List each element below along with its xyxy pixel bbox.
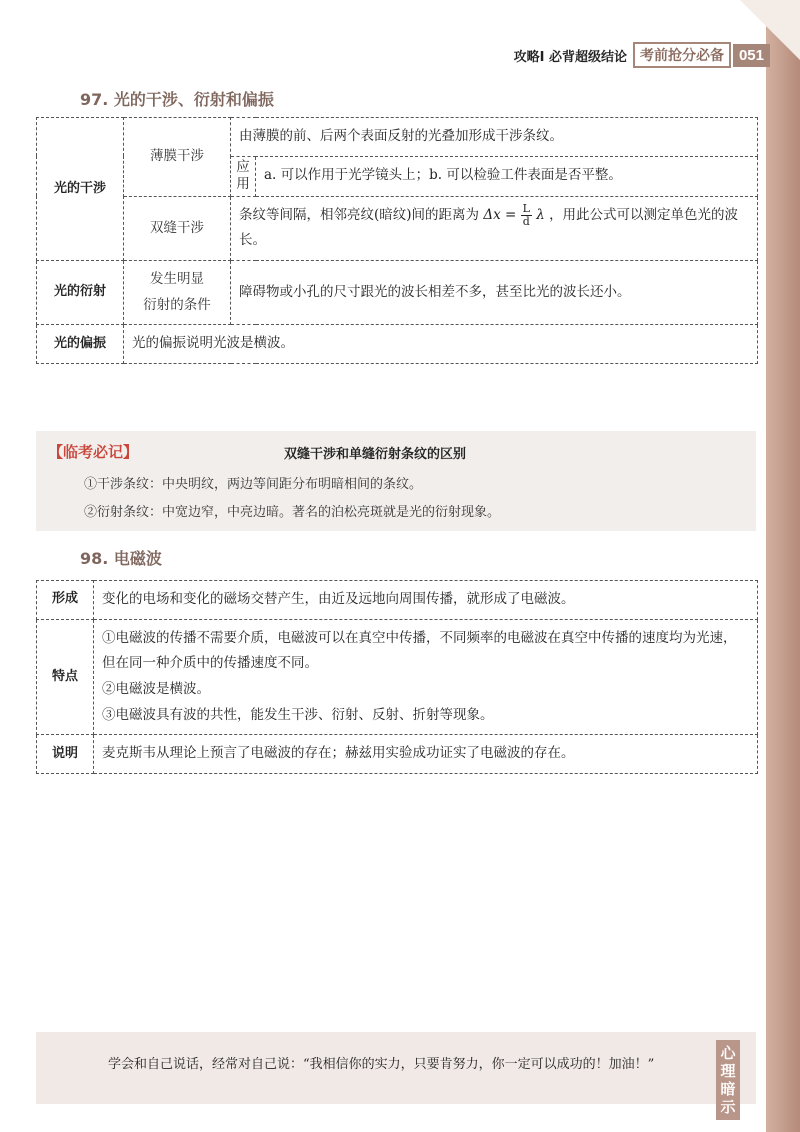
note-line-1: ①干涉条纹：中央明纹，两边等间距分布明暗相间的条纹。 — [84, 477, 423, 492]
thin-film-desc: 由薄膜的前、后两个表面反射的光叠加形成干涉条纹。 — [231, 118, 758, 157]
formula-denominator: d — [522, 214, 530, 228]
note-title: 双缝干涉和单缝衍射条纹的区别 — [284, 447, 467, 462]
double-slit-label: 双缝干涉 — [124, 196, 231, 260]
application-desc: a. 可以作用于光学镜头上；b. 可以检验工件表面是否平整。 — [256, 156, 758, 196]
features-label: 特点 — [37, 619, 94, 735]
feature-1: ①电磁波的传播不需要介质，电磁波可以在真空中传播，不同频率的电磁波在真空中传播的速度均为光速，但在同一种介质中的传播速度不同。 — [102, 629, 737, 672]
double-slit-text-post: ，用此公式可以测定单色光的波长。 — [239, 206, 739, 249]
psych-tip-tag: 心理暗示 — [716, 1040, 740, 1120]
polarization-desc: 光的偏振说明光波是横波。 — [124, 325, 758, 364]
polarization-label: 光的偏振 — [37, 325, 124, 364]
diffraction-condition-line1: 发生明显 — [150, 271, 204, 288]
page-header — [440, 40, 770, 70]
diffraction-condition — [124, 261, 231, 325]
thin-film-label: 薄膜干涉 — [124, 118, 231, 197]
feature-3: ③电磁波具有波的共性，能发生干涉、衍射、反射、折射等现象。 — [102, 706, 494, 723]
section-97-title: 97. 光的干涉、衍射和偏振 — [80, 90, 274, 109]
psych-tip-box — [36, 1032, 756, 1116]
double-slit-desc — [231, 196, 758, 260]
application-label — [231, 156, 256, 196]
formation-label: 形成 — [37, 581, 94, 620]
explanation-label: 说明 — [37, 735, 94, 774]
interference-label: 光的干涉 — [37, 118, 124, 261]
diffraction-condition-line2: 衍射的条件 — [143, 296, 211, 313]
diffraction-label: 光的衍射 — [37, 261, 124, 325]
feature-2: ②电磁波是横波。 — [102, 680, 210, 697]
application-char-2: 用 — [236, 176, 250, 193]
psych-tip-content: 学会和自己说话，经常对自己说：“我相信你的实力，只要肯努力，你一定可以成功的！加油！” — [108, 1057, 655, 1072]
header-box: 考前抢分必备 — [633, 42, 731, 68]
page-number: 051 — [733, 44, 770, 67]
formula-fraction — [521, 203, 532, 228]
exam-note-box — [36, 431, 756, 531]
note-tag: 【临考必记】 — [48, 443, 139, 461]
features-desc — [94, 619, 758, 735]
formula-numerator: L — [522, 201, 530, 215]
formula-rhs: λ — [536, 206, 545, 223]
application-char-1: 应 — [236, 158, 250, 175]
optics-table — [36, 117, 758, 364]
explanation-desc: 麦克斯韦从理论上预言了电磁波的存在；赫兹用实验成功证实了电磁波的存在。 — [94, 735, 758, 774]
note-line-2: ②衍射条纹：中宽边窄，中亮边暗。著名的泊松亮斑就是光的衍射现象。 — [84, 505, 501, 520]
formation-desc: 变化的电场和变化的磁场交替产生，由近及远地向周围传播，就形成了电磁波。 — [94, 581, 758, 620]
section-98-title: 98. 电磁波 — [80, 549, 162, 568]
page-edge-band — [766, 0, 800, 1132]
formula-lhs: Δx = — [483, 206, 517, 223]
diffraction-desc: 障碍物或小孔的尺寸跟光的波长相差不多，甚至比光的波长还小。 — [231, 261, 758, 325]
em-wave-table — [36, 580, 758, 774]
double-slit-text-pre: 条纹等间隔，相邻亮纹(暗纹)间的距离为 — [239, 206, 484, 223]
psych-tip-text — [56, 1054, 696, 1076]
header-text: 攻略Ⅰ 必背超级结论 — [513, 49, 627, 65]
